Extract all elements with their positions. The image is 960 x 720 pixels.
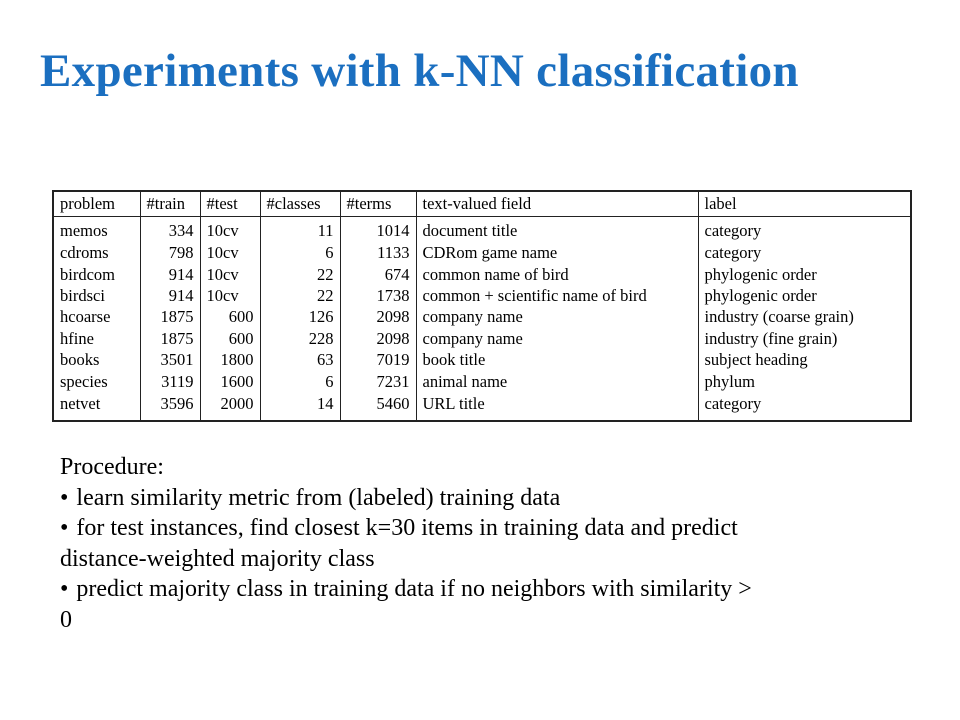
cell-test: 1800: [200, 350, 260, 371]
cell-label: phylogenic order: [698, 286, 911, 307]
cell-classes: 63: [260, 350, 340, 371]
cell-terms: 674: [340, 264, 416, 285]
table-row: [53, 243, 911, 264]
cell-train: 3119: [140, 371, 200, 392]
cell-problem: birdcom: [53, 264, 140, 285]
cell-terms: 1014: [340, 217, 416, 243]
cell-terms: 2098: [340, 328, 416, 349]
cell-terms: 7231: [340, 371, 416, 392]
cell-label: category: [698, 393, 911, 421]
table-row: [53, 217, 911, 243]
cell-text-valued-field: animal name: [416, 371, 698, 392]
cell-test: 10cv: [200, 217, 260, 243]
list-item: [60, 483, 760, 514]
cell-train: 1875: [140, 307, 200, 328]
cell-terms: 5460: [340, 393, 416, 421]
cell-train: 914: [140, 286, 200, 307]
procedure-list: [60, 483, 760, 636]
cell-problem: memos: [53, 217, 140, 243]
cell-problem: birdsci: [53, 286, 140, 307]
table-row: [53, 371, 911, 392]
cell-test: 1600: [200, 371, 260, 392]
cell-train: 3501: [140, 350, 200, 371]
cell-label: phylogenic order: [698, 264, 911, 285]
procedure-section: [60, 452, 760, 635]
cell-train: 334: [140, 217, 200, 243]
cell-test: 10cv: [200, 264, 260, 285]
header-label: label: [698, 191, 911, 217]
header-train: #train: [140, 191, 200, 217]
cell-text-valued-field: book title: [416, 350, 698, 371]
header-terms: #terms: [340, 191, 416, 217]
dataset-table-container: [52, 190, 910, 422]
cell-terms: 2098: [340, 307, 416, 328]
header-test: #test: [200, 191, 260, 217]
table-row: [53, 393, 911, 421]
cell-test: 2000: [200, 393, 260, 421]
cell-problem: species: [53, 371, 140, 392]
cell-problem: hfine: [53, 328, 140, 349]
cell-text-valued-field: company name: [416, 307, 698, 328]
cell-train: 1875: [140, 328, 200, 349]
cell-test: 600: [200, 307, 260, 328]
cell-classes: 228: [260, 328, 340, 349]
table-row: [53, 350, 911, 371]
procedure-item-text: learn similarity metric from (labeled) training data: [76, 484, 561, 511]
cell-classes: 6: [260, 371, 340, 392]
cell-label: phylum: [698, 371, 911, 392]
table-row: [53, 307, 911, 328]
cell-train: 798: [140, 243, 200, 264]
cell-terms: 7019: [340, 350, 416, 371]
cell-text-valued-field: common + scientific name of bird: [416, 286, 698, 307]
cell-text-valued-field: URL title: [416, 393, 698, 421]
dataset-table: [52, 190, 912, 422]
procedure-item-text: predict majority class in training data if no neighbors with similarity > 0: [60, 576, 752, 633]
table-row: [53, 264, 911, 285]
list-item: [60, 513, 760, 574]
cell-label: category: [698, 243, 911, 264]
slide-title: Experiments with k-NN classification: [40, 45, 799, 97]
cell-problem: hcoarse: [53, 307, 140, 328]
table-row: [53, 286, 911, 307]
cell-terms: 1738: [340, 286, 416, 307]
header-problem: problem: [53, 191, 140, 217]
cell-test: 10cv: [200, 286, 260, 307]
cell-text-valued-field: document title: [416, 217, 698, 243]
cell-label: industry (fine grain): [698, 328, 911, 349]
cell-terms: 1133: [340, 243, 416, 264]
cell-label: industry (coarse grain): [698, 307, 911, 328]
list-item: [60, 574, 760, 635]
cell-classes: 6: [260, 243, 340, 264]
cell-test: 10cv: [200, 243, 260, 264]
bullet-icon: •: [60, 576, 69, 602]
cell-classes: 22: [260, 264, 340, 285]
table-row: [53, 328, 911, 349]
cell-text-valued-field: CDRom game name: [416, 243, 698, 264]
cell-problem: netvet: [53, 393, 140, 421]
cell-classes: 11: [260, 217, 340, 243]
cell-text-valued-field: common name of bird: [416, 264, 698, 285]
procedure-heading: Procedure:: [60, 454, 164, 480]
cell-train: 914: [140, 264, 200, 285]
cell-train: 3596: [140, 393, 200, 421]
cell-test: 600: [200, 328, 260, 349]
cell-problem: books: [53, 350, 140, 371]
cell-classes: 126: [260, 307, 340, 328]
header-text-valued-field: text-valued field: [416, 191, 698, 217]
cell-label: category: [698, 217, 911, 243]
header-classes: #classes: [260, 191, 340, 217]
cell-text-valued-field: company name: [416, 328, 698, 349]
bullet-icon: •: [60, 484, 69, 511]
bullet-icon: •: [60, 515, 69, 541]
cell-problem: cdroms: [53, 243, 140, 264]
table-header-row: [53, 191, 911, 217]
cell-label: subject heading: [698, 350, 911, 371]
cell-classes: 22: [260, 286, 340, 307]
procedure-item-text: for test instances, find closest k=30 items in training data and predict distance-weighted majority class: [60, 515, 738, 572]
cell-classes: 14: [260, 393, 340, 421]
